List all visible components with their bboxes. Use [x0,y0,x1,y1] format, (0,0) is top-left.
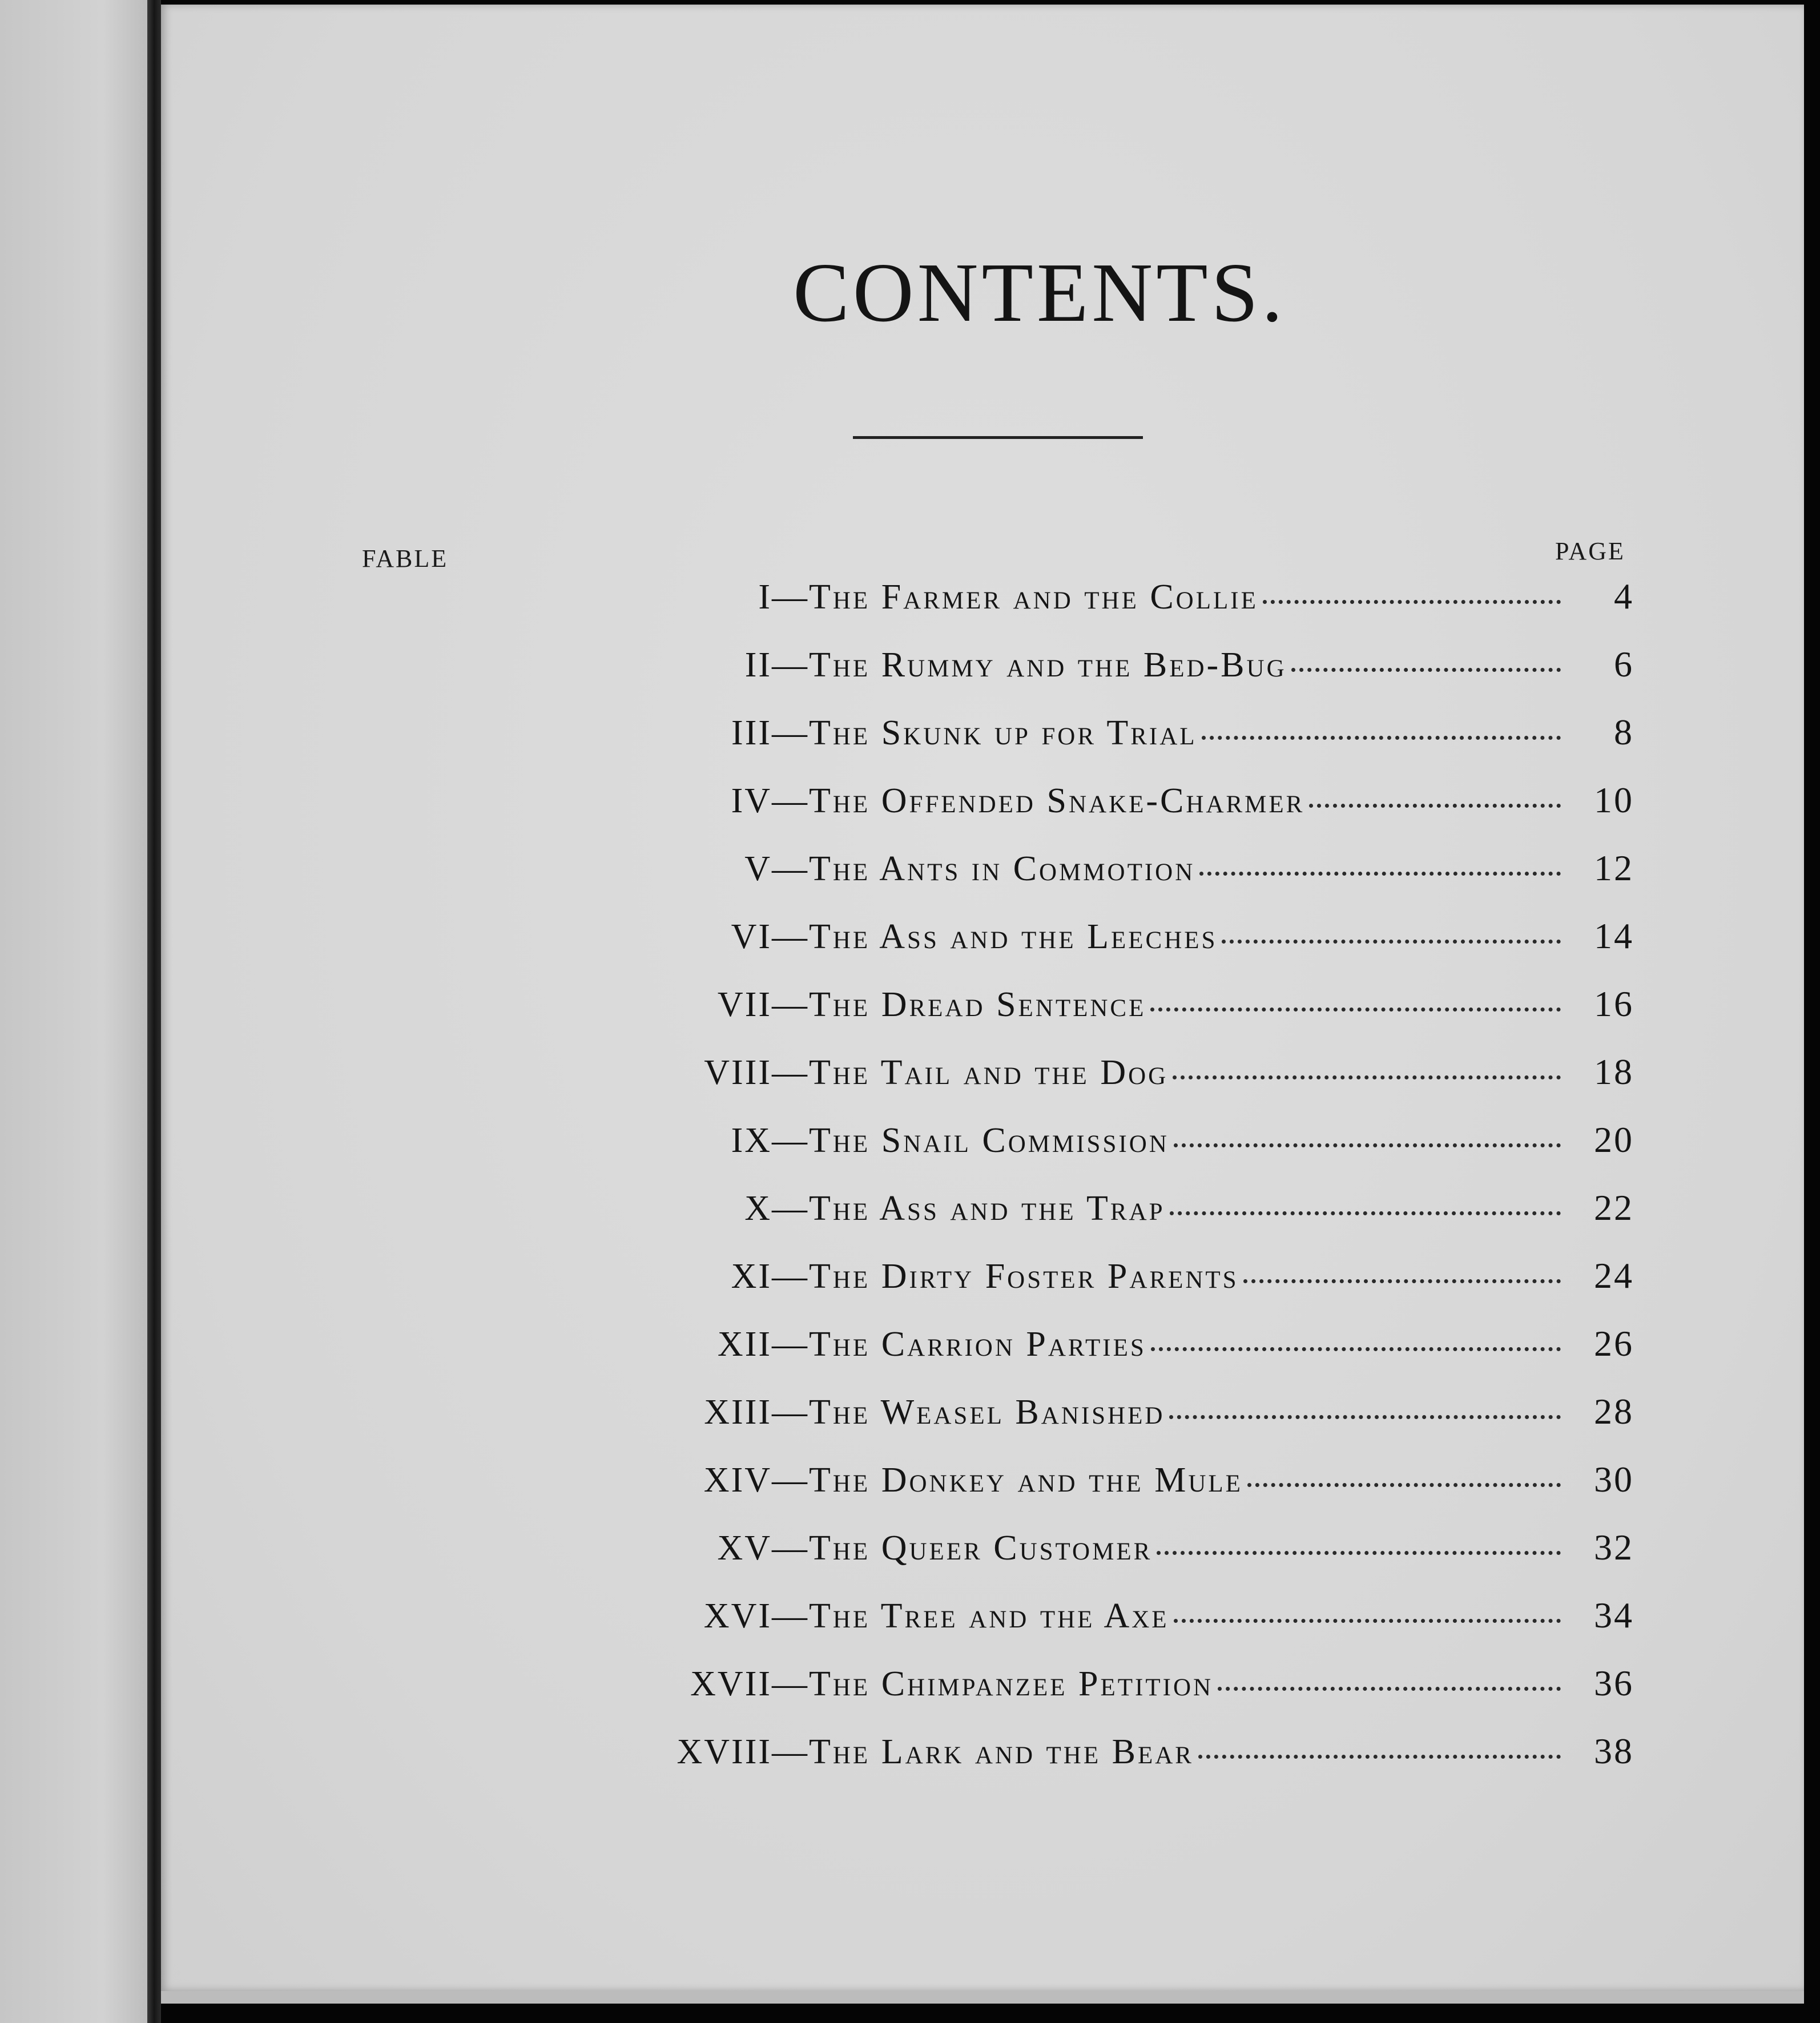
page-number: 36 [1594,1663,1634,1703]
page-number: 38 [1594,1731,1634,1771]
dash-separator: — [772,1257,809,1296]
page-number: 8 [1614,712,1634,752]
contents-entry [744,847,1634,904]
dot-leader [1247,1483,1561,1487]
fable-numeral: VI [731,917,772,956]
dash-separator: — [772,1732,809,1771]
title-rule [853,436,1143,439]
dash-separator: — [772,646,809,684]
fable-numeral: IX [731,1121,772,1160]
dash-separator: — [772,985,809,1024]
page-number: 6 [1614,644,1634,684]
dash-separator: — [772,1529,809,1567]
fable-numeral: V [744,849,772,888]
fable-numeral: XVIII [677,1732,772,1771]
fable-numeral: VIII [704,1053,772,1092]
fable-numeral: III [731,714,772,752]
dot-leader [1151,1347,1561,1351]
contents-entry [717,983,1634,1040]
page-number: 18 [1594,1051,1634,1092]
fable-numeral: XIV [703,1461,772,1500]
contents-entry [758,575,1634,632]
fable-title: The Ass and the Leeches [809,917,1218,956]
fable-numeral: XI [731,1257,772,1296]
dash-separator: — [772,1053,809,1092]
fable-title: The Queer Customer [809,1529,1153,1567]
fable-title: The Chimpanzee Petition [809,1665,1214,1703]
contents-entry [703,1458,1634,1516]
page-number: 22 [1594,1187,1634,1228]
fable-numeral: XII [717,1325,772,1364]
page-number: 16 [1594,984,1634,1024]
dot-leader [1174,1143,1561,1147]
page-number: 12 [1594,848,1634,888]
dash-separator: — [772,1461,809,1500]
dot-leader [1309,804,1561,808]
dot-leader [1157,1551,1561,1555]
contents-page [161,5,1804,1991]
fable-title: The Offended Snake-Charmer [809,781,1305,820]
fable-title: The Farmer and the Collie [809,578,1258,616]
dot-leader [1202,736,1561,740]
dot-leader [1173,1075,1561,1079]
fable-title: The Snail Commission [809,1121,1169,1160]
fable-numeral: IV [731,781,772,820]
fable-title: The Lark and the Bear [809,1732,1194,1771]
fable-title: The Skunk up for Trial [809,714,1197,752]
page-column-header: PAGE [1555,537,1625,565]
contents-entry [704,1391,1634,1448]
dash-separator: — [772,1121,809,1160]
contents-entry [744,643,1634,700]
contents-entry [704,1051,1634,1108]
page-number: 20 [1594,1119,1634,1160]
page-number: 28 [1594,1391,1634,1432]
fable-title: The Tree and the Axe [809,1597,1169,1635]
dash-separator: — [772,917,809,956]
contents-entry [731,1119,1634,1176]
dash-separator: — [772,1597,809,1635]
page-number: 34 [1594,1595,1634,1635]
fable-numeral: X [744,1189,772,1228]
dot-leader [1169,1415,1561,1419]
fable-title: The Carrion Parties [809,1325,1146,1364]
facing-page [0,0,147,2023]
dot-leader [1150,1008,1561,1012]
fable-title: The Dread Sentence [809,985,1146,1024]
contents-entry [703,1594,1634,1651]
dash-separator: — [772,714,809,752]
page-number: 24 [1594,1255,1634,1296]
fable-numeral: XVII [690,1665,772,1703]
dash-separator: — [772,1325,809,1364]
dot-leader [1199,872,1561,876]
contents-entry [731,779,1634,836]
dash-separator: — [772,781,809,820]
fable-numeral: XV [717,1529,772,1567]
dash-separator: — [772,1393,809,1432]
fable-numeral: XIII [704,1393,772,1432]
page-number: 32 [1594,1527,1634,1567]
contents-entry [731,915,1634,972]
fable-numeral: VII [717,985,772,1024]
dash-separator: — [772,1189,809,1228]
fable-column-header: FABLE [362,545,449,573]
dot-leader [1174,1619,1561,1623]
dot-leader [1170,1211,1561,1215]
book-gutter [147,0,161,2023]
dash-separator: — [772,849,809,888]
fable-title: The Weasel Banished [809,1393,1165,1432]
fable-title: The Rummy and the Bed-Bug [809,646,1287,684]
fable-title: The Donkey and the Mule [809,1461,1243,1500]
contents-entry [731,711,1634,768]
contents-entry [744,1187,1634,1244]
dash-separator: — [772,578,809,616]
contents-entry [717,1526,1634,1583]
page-number: 26 [1594,1323,1634,1364]
fable-title: The Tail and the Dog [809,1053,1169,1092]
dash-separator: — [772,1665,809,1703]
page-number: 14 [1594,916,1634,956]
fable-numeral: XVI [703,1597,772,1635]
page-edge [161,1991,1804,2004]
dot-leader [1198,1755,1561,1759]
fable-title: The Ants in Commotion [809,849,1195,888]
fable-title: The Dirty Foster Parents [809,1257,1239,1296]
fable-numeral: I [758,578,772,616]
dot-leader [1222,940,1561,944]
dot-leader [1263,600,1561,604]
page-number: 30 [1594,1459,1634,1500]
contents-entry [677,1730,1634,1787]
page-number: 4 [1614,576,1634,616]
contents-entry [717,1323,1634,1380]
fable-numeral: II [744,646,772,684]
page-number: 10 [1594,780,1634,820]
fable-title: The Ass and the Trap [809,1189,1165,1228]
dot-leader [1218,1687,1561,1691]
contents-entry [731,1255,1634,1312]
page-title: CONTENTS. [793,246,1286,340]
dot-leader [1291,668,1561,672]
dot-leader [1243,1279,1561,1283]
contents-entry [690,1662,1634,1719]
